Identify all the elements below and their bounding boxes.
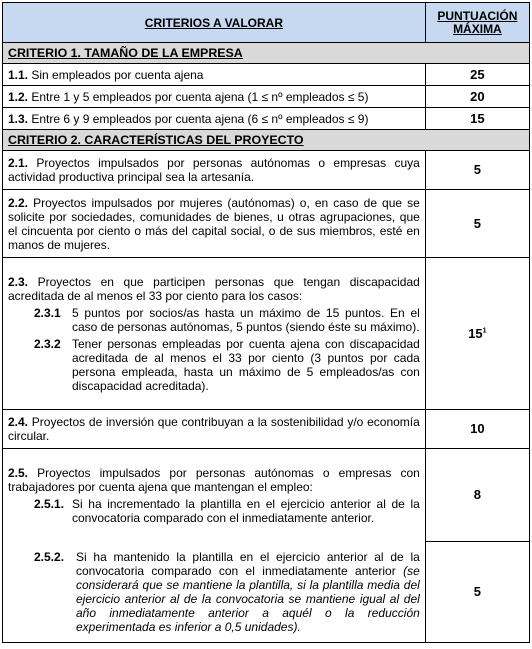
score-value: 5 [425, 190, 529, 258]
subcriterion-text: 5 puntos por socios/as hasta un máximo de 15 puntos. En el caso de personas autónomas, 5 puntos (siendo éste su máximo). [72, 305, 420, 334]
score-header-line2: MÁXIMA [453, 21, 502, 36]
criterion-text: Proyectos impulsados por personas autónomas o empresas con trabajadores por cuenta ajena que mantengan el empleo: [8, 465, 420, 494]
criterion-label: 2.1. [8, 156, 29, 170]
subcriterion-text: Tener personas empleadas por cuenta ajena con discapacidad acreditada de al menos el 33 por ciento (3 puntos por cada persona empleada, hasta un máximo de 5 empleados/as con discapacidad acreditada). [72, 336, 420, 393]
section-title-criterio1: CRITERIO 1. TAMAÑO DE LA EMPRESA [3, 43, 530, 64]
criterion-text: Sin empleados por cuenta ajena [31, 67, 204, 82]
table-row [3, 151, 530, 190]
score-cell [425, 258, 529, 410]
criterion-cell [3, 542, 426, 643]
subcriterion-label: 2.5.1. [34, 496, 65, 511]
criterion-label: 2.5. [8, 465, 29, 480]
score-value: 5 [425, 542, 529, 643]
criteria-table [2, 2, 530, 643]
criterion-cell [3, 86, 426, 108]
criterion-cell [3, 151, 426, 190]
score-value: 15 [468, 325, 483, 341]
criterion-cell [3, 449, 426, 542]
subcriterion-note: (se considerará que se mantiene la plantilla, si la plantilla media del ejercicio anterior al de la convocatoria se mantiene igual al del año inmediatamente anterior a aquél o la reducción experimentada es inferior a 0,5 unidades). [76, 563, 420, 634]
section-title-criterio2: CRITERIO 2. CARACTERÍSTICAS DEL PROYECTO [3, 130, 530, 151]
section-row-criterio2 [3, 130, 530, 151]
subcriterion-text: Si ha incrementado la plantilla en el ejercicio anterior al de la convocatoria comparado con el inmediatamente anterior. [72, 496, 420, 525]
table-row [3, 64, 530, 86]
table-row [3, 86, 530, 108]
criterion-text: Proyectos impulsados por personas autónomas o empresas cuya actividad productiva principal sea la artesanía. [8, 156, 420, 184]
table-row [3, 108, 530, 130]
table-row [3, 190, 530, 258]
criteria-header-cell [3, 3, 426, 43]
subcriterion-label: 2.3.1 [34, 305, 61, 320]
criterion-text: Entre 1 y 5 empleados por cuenta ajena (1 ≤ nº empleados ≤ 5) [31, 89, 369, 104]
criterion-cell [3, 410, 426, 449]
criterion-label: 1.3. [8, 111, 29, 126]
criterion-text: Proyectos de inversión que contribuyan a la sostenibilidad y/o economía circular. [8, 415, 420, 443]
criterion-label: 2.2. [8, 195, 29, 210]
score-value: 5 [425, 151, 529, 190]
subcriterion-text: Si ha mantenido la plantilla en el ejercicio anterior al de la convocatoria comparado con el inmediatamente anterior [76, 549, 420, 578]
subcriterion-label: 2.5.2. [34, 549, 65, 564]
score-value: 8 [425, 449, 529, 542]
subcriterion-label: 2.3.2 [34, 336, 61, 351]
criterion-cell [3, 258, 426, 410]
footnote-ref: 1 [482, 327, 487, 335]
table-header-row [3, 3, 530, 43]
score-value: 10 [425, 410, 529, 449]
score-value: 25 [425, 64, 529, 86]
score-header-cell [425, 3, 529, 43]
subcriterion-text-wrap [76, 550, 420, 634]
criterion-cell [3, 108, 426, 130]
criterion-text: Entre 6 y 9 empleados por cuenta ajena (6 ≤ nº empleados ≤ 9) [31, 111, 369, 126]
score-header-line1: PUNTUACIÓN [437, 8, 518, 23]
criterion-text: Proyectos impulsados por mujeres (autónomas) o, en caso de que se solicite por sociedades, comunidades de bienes, u otras agrupaciones, que el cincuenta por ciento o más del capital social, o de sus miembros, esté en manos de mujeres. [8, 195, 420, 252]
score-value: 20 [425, 86, 529, 108]
table-row [3, 542, 530, 643]
table-row [3, 449, 530, 542]
score-value: 15 [425, 108, 529, 130]
section-row-criterio1 [3, 43, 530, 64]
criterion-label: 1.1. [8, 67, 29, 82]
criterion-text: Proyectos en que participen personas que tengan discapacidad acreditada de al menos el 33 por ciento para los casos: [8, 274, 420, 303]
criterion-label: 2.4. [8, 415, 29, 429]
criterion-label: 1.2. [8, 89, 29, 104]
criterion-cell [3, 64, 426, 86]
criteria-header: CRITERIOS A VALORAR [144, 15, 284, 30]
criterion-cell [3, 190, 426, 258]
criterion-label: 2.3. [8, 274, 29, 289]
table-row [3, 258, 530, 410]
table-row [3, 410, 530, 449]
